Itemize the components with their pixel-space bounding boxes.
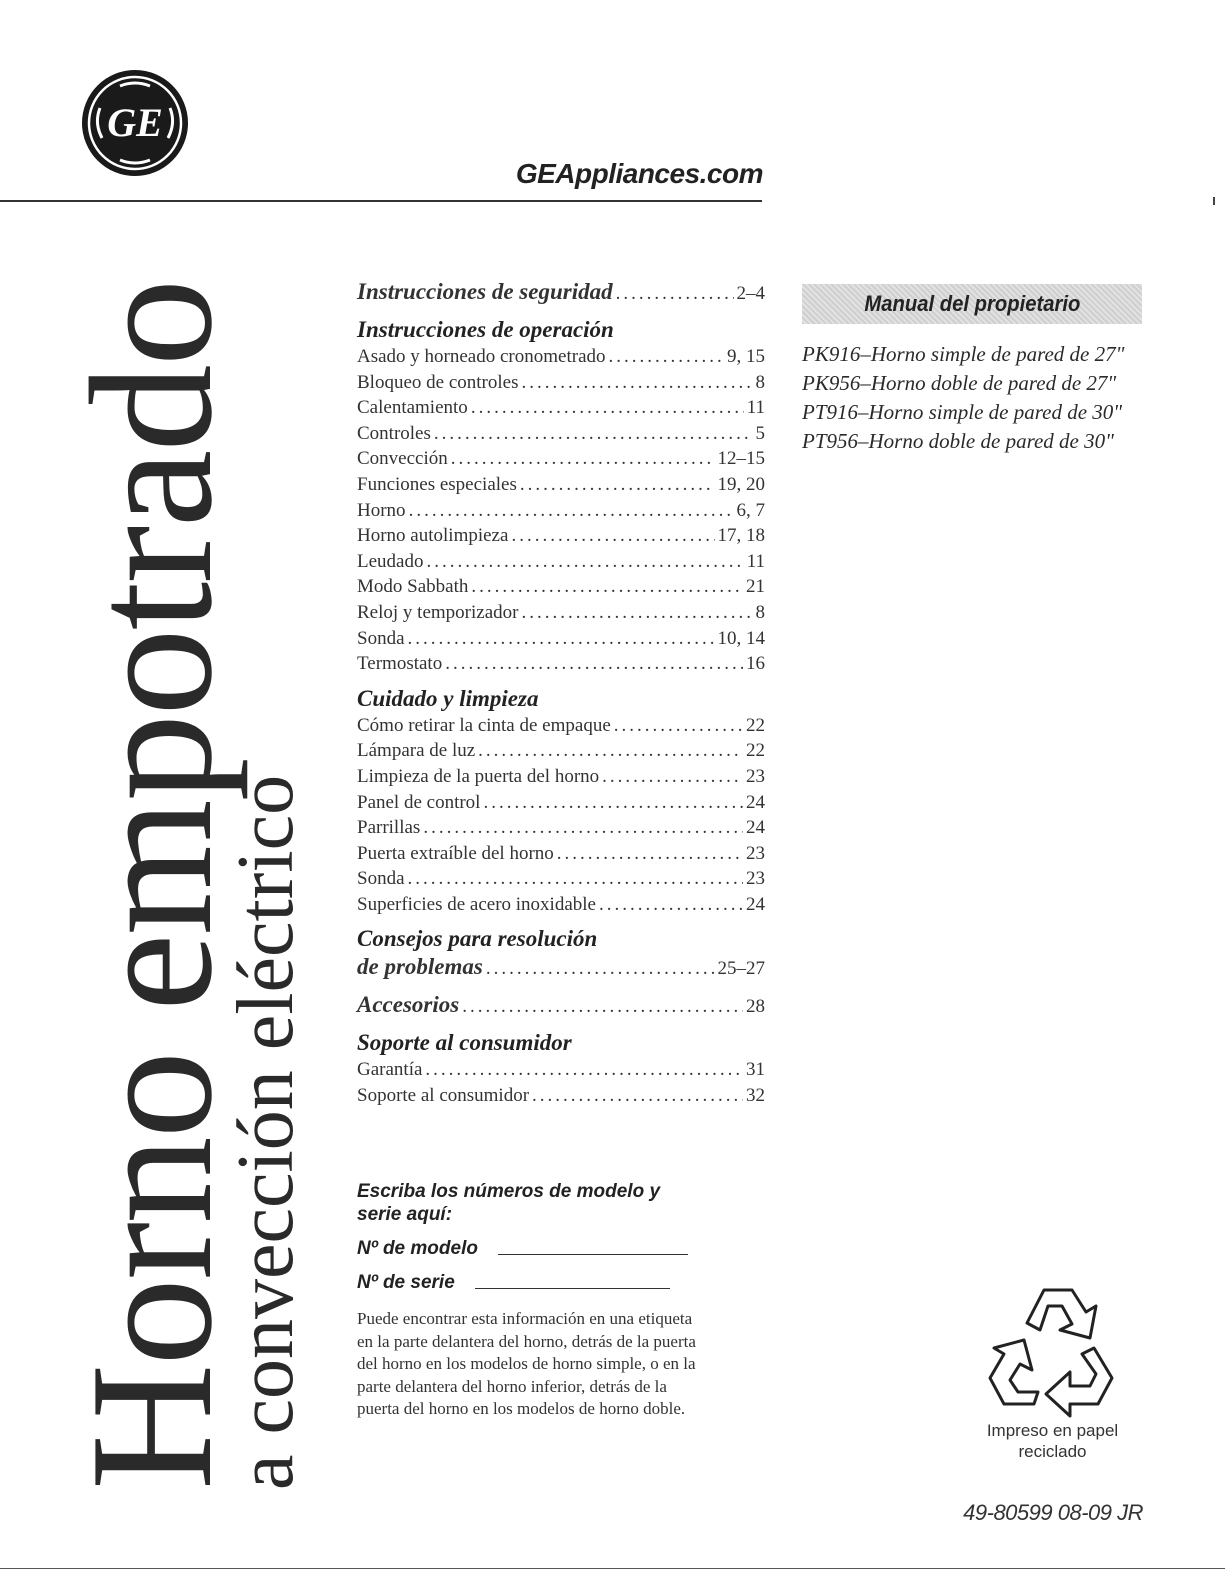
toc-page: 22	[746, 740, 765, 762]
toc-item[interactable]	[357, 421, 765, 447]
leader-dots	[532, 1083, 743, 1109]
toc-section-heading: Consejos para resolución	[357, 926, 598, 952]
leader-dots	[511, 523, 714, 549]
toc-item[interactable]	[357, 866, 765, 892]
toc-page: 28	[746, 996, 765, 1018]
toc-page: 23	[746, 765, 765, 787]
toc-page: 6, 7	[736, 499, 765, 521]
leader-dots	[409, 498, 734, 524]
toc-item[interactable]	[357, 815, 765, 841]
leader-dots	[451, 446, 715, 472]
toc-page: 11	[746, 397, 765, 419]
toc-item-label: Limpieza de la puerta del horno	[357, 765, 600, 787]
leader-dots	[521, 370, 752, 396]
toc-item-label: Termostato	[357, 653, 443, 675]
toc-item-label: Puerta extraíble del horno	[357, 842, 554, 864]
crop-mark	[1213, 197, 1215, 205]
serial-number-field[interactable]	[357, 1272, 717, 1294]
logo-monogram: GE	[107, 100, 163, 145]
toc-item[interactable]	[357, 651, 765, 677]
toc-page: 12–15	[717, 448, 765, 470]
website-url[interactable]: GEAppliances.com	[515, 158, 763, 189]
toc-item[interactable]	[357, 446, 765, 472]
leader-dots	[520, 472, 715, 498]
leader-dots	[521, 600, 752, 626]
document-number: 49-80599 08-09 JR	[963, 1500, 1143, 1525]
title-main: Horno empotrado	[54, 280, 248, 1490]
header-rule	[0, 200, 762, 202]
serial-number-line[interactable]	[475, 1287, 670, 1289]
toc-page: 9, 15	[727, 346, 765, 367]
model-item: PK956–Horno doble de pared de 27"	[802, 371, 1117, 395]
leader-dots	[616, 280, 734, 308]
toc-section-row[interactable]	[357, 953, 765, 983]
toc-page: 19, 20	[717, 473, 765, 495]
footer-rule	[0, 1568, 1225, 1569]
leader-dots	[426, 549, 743, 575]
toc-page: 23	[746, 868, 765, 890]
toc-item[interactable]	[357, 370, 765, 396]
toc-item-label: Controles	[357, 422, 431, 444]
toc-item[interactable]	[357, 764, 765, 790]
recycled-paper-note: Impreso en papel reciclado	[986, 1421, 1119, 1461]
toc-item-label: Reloj y temporizador	[357, 601, 519, 623]
toc-page: 31	[746, 1059, 765, 1081]
toc-item[interactable]	[357, 395, 765, 421]
model-item: PK916–Horno simple de pared de 27"	[802, 342, 1125, 366]
leader-dots	[408, 866, 744, 892]
toc-page: 10, 14	[717, 627, 765, 649]
toc-item[interactable]	[357, 738, 765, 764]
toc-section-heading-cont: de problemas	[357, 954, 483, 980]
toc-item[interactable]	[357, 549, 765, 575]
record-info-text: Puede encontrar esta información en una etiqueta en la parte delantera del horno, detrás de la puerta del horno en los modelos de horno simple, o en la parte delantera del horno inferior, detrás de la puerta del horno en los modelos de horno doble.	[357, 1309, 696, 1418]
toc-item-label: Convección	[357, 448, 448, 470]
toc-item[interactable]	[357, 713, 765, 739]
recycle-icon	[982, 1268, 1122, 1418]
toc-item-label: Horno autolimpieza	[357, 525, 509, 547]
leader-dots	[599, 892, 743, 918]
record-numbers-section	[357, 1180, 717, 1421]
leader-dots	[478, 738, 743, 764]
model-number-line[interactable]	[498, 1253, 688, 1255]
toc-item[interactable]	[357, 790, 765, 816]
toc-page: 2–4	[736, 283, 765, 304]
leader-dots	[408, 626, 715, 652]
toc-item-label: Parrillas	[357, 817, 421, 839]
toc-page: 17, 18	[717, 525, 765, 547]
banner-label: Manual del propietario	[864, 291, 1080, 316]
toc-page: 24	[746, 893, 765, 915]
leader-dots	[602, 764, 743, 790]
model-number-field[interactable]	[357, 1238, 717, 1260]
owners-manual-banner	[802, 284, 1142, 324]
toc-item-label: Funciones especiales	[357, 473, 517, 495]
toc-item[interactable]	[357, 600, 765, 626]
toc-page: 11	[746, 550, 765, 572]
toc-item-label: Cómo retirar la cinta de empaque	[357, 714, 611, 736]
toc-item-label: Modo Sabbath	[357, 576, 469, 598]
leader-dots	[445, 651, 743, 677]
toc-section-row[interactable]	[357, 278, 765, 308]
toc-item[interactable]	[357, 523, 765, 549]
toc-page: 8	[755, 601, 765, 623]
ge-logo	[80, 68, 190, 178]
leader-dots	[614, 713, 743, 739]
toc-section-heading: Cuidado y limpieza	[357, 685, 539, 711]
toc-item-label: Sonda	[357, 627, 405, 649]
leader-dots	[434, 421, 753, 447]
toc-section-row[interactable]	[357, 991, 765, 1021]
model-list	[802, 340, 1202, 456]
model-number-label: Nº de modelo	[357, 1238, 478, 1259]
leader-dots	[471, 574, 743, 600]
toc-item[interactable]	[357, 892, 765, 918]
toc-item[interactable]	[357, 472, 765, 498]
leader-dots	[609, 344, 724, 370]
leader-dots	[462, 993, 743, 1021]
table-of-contents	[357, 278, 765, 1109]
toc-item[interactable]	[357, 498, 765, 524]
model-item: PT956–Horno doble de pared de 30"	[802, 429, 1114, 453]
toc-item[interactable]	[357, 344, 765, 370]
leader-dots	[471, 395, 744, 421]
record-heading: Escriba los números de modelo y serie aquí:	[357, 1181, 661, 1225]
title-sub: a convección eléctrico	[222, 774, 310, 1490]
toc-item-label: Soporte al consumidor	[357, 1085, 530, 1107]
toc-page: 21	[746, 576, 765, 598]
toc-item-label: Calentamiento	[357, 397, 468, 419]
toc-item[interactable]	[357, 1083, 765, 1109]
toc-item-label: Panel de control	[357, 791, 481, 813]
toc-section-heading: Instrucciones de seguridad	[357, 279, 613, 304]
leader-dots	[486, 955, 715, 983]
leader-dots	[423, 815, 743, 841]
toc-item-label: Sonda	[357, 868, 405, 890]
toc-item[interactable]	[357, 841, 765, 867]
toc-page: 32	[746, 1085, 765, 1107]
leader-dots	[483, 790, 743, 816]
toc-item-label: Asado y horneado cronometrado	[357, 346, 606, 367]
toc-page: 22	[746, 714, 765, 736]
toc-page: 25–27	[717, 958, 765, 980]
leader-dots	[557, 841, 743, 867]
toc-page: 24	[746, 817, 765, 839]
toc-section-heading: Accesorios	[357, 992, 460, 1018]
toc-item[interactable]	[357, 626, 765, 652]
toc-item-label: Lámpara de luz	[357, 740, 476, 762]
serial-number-label: Nº de serie	[357, 1272, 455, 1293]
toc-item-label: Superficies de acero inoxidable	[357, 893, 596, 915]
toc-item-label: Horno	[357, 499, 406, 521]
toc-section-heading: Soporte al consumidor	[357, 1030, 572, 1056]
model-item: PT916–Horno simple de pared de 30"	[802, 400, 1123, 424]
toc-item-label: Leudado	[357, 550, 424, 572]
toc-page: 16	[746, 653, 765, 675]
leader-dots	[425, 1057, 743, 1083]
toc-page: 23	[746, 842, 765, 864]
toc-page: 8	[755, 371, 765, 393]
toc-item-label: Bloqueo de controles	[357, 371, 519, 393]
toc-page: 24	[746, 791, 765, 813]
toc-item-label: Garantía	[357, 1059, 423, 1081]
toc-item[interactable]	[357, 1057, 765, 1083]
toc-page: 5	[755, 422, 765, 444]
toc-item[interactable]	[357, 574, 765, 600]
vertical-title	[54, 280, 310, 1490]
toc-section-heading: Instrucciones de operación	[357, 317, 614, 342]
